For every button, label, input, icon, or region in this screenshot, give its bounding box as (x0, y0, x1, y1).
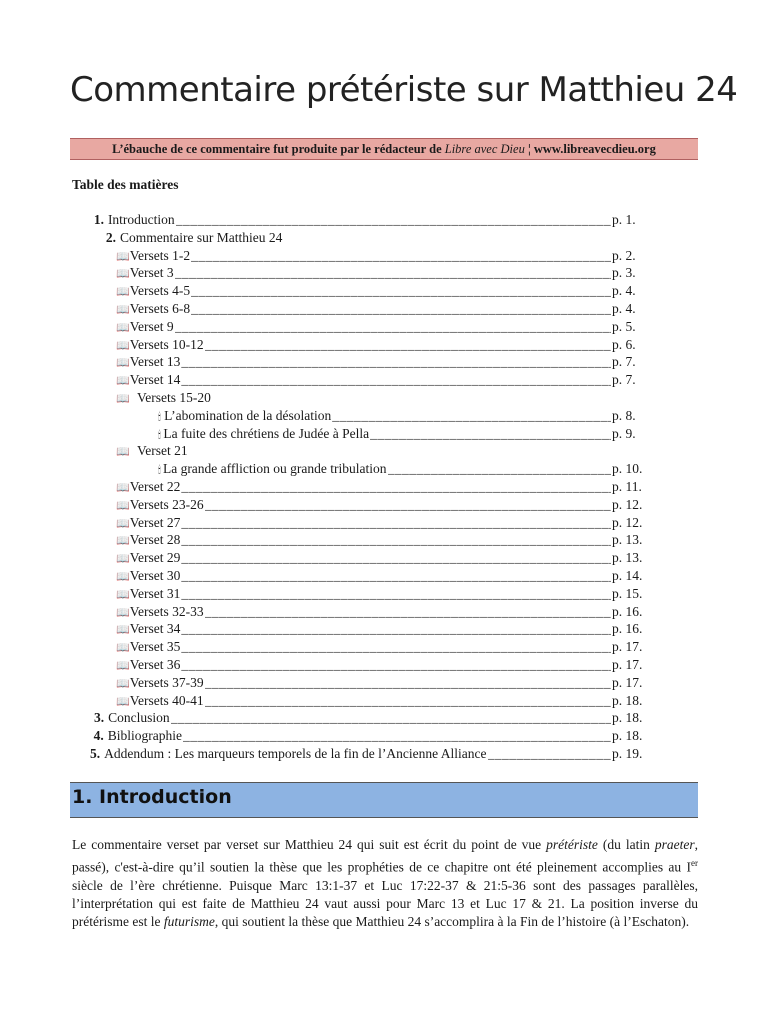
toc-entry-label: La fuite des chrétiens de Judée à Pella (163, 425, 370, 441)
emphasis-preteriste: prétériste (546, 837, 598, 852)
toc-entry-label: Verset 29 (129, 550, 181, 566)
toc-entry[interactable] (90, 514, 650, 532)
toc-entry-page: p. 4. (612, 300, 636, 316)
toc-entry-page: p. 10. (612, 461, 643, 477)
toc-leader (205, 692, 611, 710)
toc-entry-label: Verset 35 (129, 639, 181, 655)
toc-leader (181, 353, 611, 371)
toc-entry-label: Versets 37-39 (129, 674, 204, 690)
book-icon: 📖 (116, 676, 130, 690)
toc-leader (191, 300, 611, 318)
toc-entry[interactable] (90, 656, 650, 674)
book-icon: 📖 (116, 338, 130, 352)
document-title: Commentaire prétériste sur Matthieu 24 (70, 70, 738, 110)
toc-leader (183, 727, 611, 745)
toc-entry[interactable] (90, 353, 650, 371)
toc-entry-label: Commentaire sur Matthieu 24 (120, 229, 283, 245)
toc-entry-page: p. 16. (612, 603, 643, 619)
toc-entry[interactable] (90, 264, 650, 282)
book-icon: 📖 (116, 587, 130, 601)
toc-entry-label: Verset 9 (129, 318, 174, 334)
toc-entry-label: Verset 36 (129, 656, 181, 672)
toc-entry[interactable] (90, 425, 650, 443)
toc-leader (171, 709, 611, 727)
toc-leader (181, 638, 611, 656)
toc-entry-label: Verset 13 (129, 354, 181, 370)
toc-entry-label: Versets 1-2 (129, 247, 191, 263)
toc-leader (181, 567, 611, 585)
toc-entry-page: p. 17. (612, 639, 643, 655)
toc-entry[interactable] (90, 585, 650, 603)
toc-entry-label: L’abomination de la désolation (164, 407, 332, 423)
toc-entry-label: Addendum : Les marqueurs temporels de la fin de l’Ancienne Alliance (104, 745, 487, 761)
credit-separator: ¦ (524, 142, 534, 156)
toc-entry-page: p. 13. (612, 550, 643, 566)
book-icon: 📖 (116, 694, 130, 708)
toc-leader (175, 318, 611, 336)
toc-entry[interactable] (90, 531, 650, 549)
toc-entry-page: p. 5. (612, 318, 636, 334)
book-icon: 📖 (116, 552, 130, 566)
toc-entry-label: Verset 34 (129, 621, 181, 637)
text-run: , qui soutient la thèse que Matthieu 24 s’accomplira à la Fin de l’histoire (à l’Eschaton). (214, 913, 690, 929)
toc-entry-label: Bibliographie (107, 728, 182, 744)
toc-entry-page: p. 7. (612, 354, 636, 370)
book-icon: 📖 (116, 516, 130, 530)
book-icon: 📖 (116, 320, 130, 334)
toc-leader (181, 531, 611, 549)
site-url-link[interactable]: www.libreavecdieu.org (533, 142, 656, 156)
book-icon: 📖 (116, 356, 130, 370)
toc-entry[interactable] (90, 709, 650, 727)
toc-entry-page: p. 8. (612, 407, 636, 423)
toc-entry[interactable] (90, 549, 650, 567)
toc-leader (191, 282, 611, 300)
book-icon: 📖 (116, 445, 130, 459)
toc-entry-number: 4. (93, 728, 104, 744)
toc-entry-page: p. 17. (612, 656, 643, 672)
candle-icon: 🕯 (158, 429, 161, 441)
toc-leader (181, 514, 611, 532)
table-of-contents (90, 211, 650, 763)
toc-entry-label: Versets 6-8 (129, 300, 191, 316)
toc-entry-label: Introduction (107, 212, 175, 227)
book-icon: 📖 (116, 658, 130, 672)
toc-entry[interactable] (90, 460, 650, 478)
candle-icon: 🕯 (158, 411, 161, 423)
toc-entry[interactable] (90, 336, 650, 354)
toc-entry-label: Versets 32-33 (129, 603, 204, 619)
toc-entry-page: p. 4. (612, 283, 636, 299)
toc-entry-label: Versets 10-12 (129, 336, 204, 352)
toc-entry[interactable] (90, 478, 650, 496)
toc-heading: Table des matières (72, 177, 179, 192)
toc-leader (181, 656, 611, 674)
toc-entry-page: p. 15. (612, 585, 643, 601)
toc-entry-page: p. 18. (612, 692, 643, 708)
toc-entry[interactable] (90, 496, 650, 514)
toc-entry[interactable] (90, 674, 650, 692)
toc-entry-page: p. 11. (612, 478, 642, 494)
toc-leader (370, 425, 611, 443)
toc-entry-page: p. 12. (612, 514, 643, 530)
book-icon: 📖 (116, 480, 130, 494)
toc-entry[interactable] (90, 282, 650, 300)
toc-leader (181, 549, 611, 567)
toc-entry-page: p. 18. (612, 728, 643, 744)
toc-entry-label: Verset 31 (129, 585, 181, 601)
toc-entry-number: 1. (93, 212, 104, 227)
toc-leader (488, 745, 611, 763)
toc-entry-label: Verset 3 (129, 265, 174, 281)
toc-entry-page: p. 9. (612, 425, 636, 441)
book-icon: 📖 (116, 605, 130, 619)
toc-entry-number: 5. (90, 745, 101, 761)
toc-entry-page: p. 1. (612, 212, 636, 227)
toc-entry-page: p. 18. (612, 710, 643, 726)
text-run: , passé), c'est-à-dire qu’il soutien la thèse que les prophéties de ce chapitre ont été pleinement accomplies au I (72, 837, 698, 875)
toc-leader (205, 496, 611, 514)
toc-entry[interactable] (90, 620, 650, 638)
text-run: siècle de l’ère chrétienne. Puisque Marc 13:1-37 et Luc 17:22-37 & 21:5-36 sont des passages parallèles, l’interprétation qui est faite de Matthieu 24 vaut aussi pour Marc 13 et Luc 17 & 21. La position inverse du prétérisme est le (72, 877, 698, 929)
book-icon: 📖 (116, 569, 130, 583)
book-icon: 📖 (116, 302, 130, 316)
book-icon: 📖 (116, 249, 130, 263)
toc-leader (181, 371, 611, 389)
toc-entry-page: p. 19. (612, 745, 643, 761)
toc-entry[interactable] (90, 389, 650, 407)
toc-entry[interactable] (90, 407, 650, 425)
toc-entry-label: Verset 21 (137, 443, 188, 459)
toc-entry-page: p. 14. (612, 567, 643, 583)
toc-entry-label: Conclusion (108, 710, 170, 726)
toc-leader (332, 407, 611, 425)
toc-entry-page: p. 17. (612, 674, 643, 690)
toc-entry[interactable] (90, 567, 650, 585)
emphasis-praeter: praeter (654, 837, 695, 852)
toc-entry-page: p. 3. (612, 265, 636, 281)
text-run: (du latin (597, 837, 655, 852)
toc-leader (388, 460, 611, 478)
toc-leader (191, 247, 611, 265)
toc-entry-label: Verset 27 (129, 514, 181, 530)
credit-prefix: L’ébauche de ce commentaire fut produite par le rédacteur de (112, 142, 445, 156)
toc-leader (175, 264, 611, 282)
toc-entry-label: Versets 40-41 (129, 692, 204, 708)
toc-entry-page: p. 13. (612, 532, 643, 548)
book-icon: 📖 (116, 374, 130, 388)
toc-entry-label: Verset 22 (129, 478, 181, 494)
toc-entry-label: La grande affliction ou grande tribulation (162, 461, 387, 477)
toc-entry-number: 2. (105, 229, 116, 245)
book-icon: 📖 (116, 534, 130, 548)
section-header-introduction (70, 782, 698, 818)
toc-entry[interactable] (90, 300, 650, 318)
book-icon: 📖 (116, 498, 130, 512)
introduction-paragraph (72, 836, 698, 931)
toc-entry-number: 3. (93, 710, 105, 726)
emphasis-futurisme: futurisme (163, 913, 215, 929)
section-title: 1. Introduction (72, 786, 232, 808)
book-icon: 📖 (116, 641, 130, 655)
toc-leader (176, 211, 611, 229)
toc-entry-page: p. 7. (612, 372, 636, 388)
toc-entry[interactable] (90, 603, 650, 621)
toc-entry[interactable] (90, 229, 650, 247)
toc-leader (181, 620, 611, 638)
toc-entry-label: Verset 14 (129, 372, 181, 388)
toc-leader (181, 478, 611, 496)
toc-leader (205, 674, 611, 692)
superscript-er: er (691, 858, 698, 868)
toc-entry[interactable] (90, 442, 650, 460)
book-icon: 📖 (116, 391, 130, 405)
text-run: Le commentaire verset par verset sur Matthieu 24 qui suit est écrit du point de vue (72, 837, 547, 852)
toc-entry-label: Versets 23-26 (129, 496, 204, 512)
book-icon: 📖 (116, 623, 130, 637)
toc-entry-page: p. 12. (612, 496, 643, 512)
site-name: Libre avec Dieu (444, 142, 525, 156)
toc-entry-label: Versets 4-5 (129, 283, 191, 299)
toc-entry[interactable] (90, 318, 650, 336)
toc-entry-page: p. 6. (612, 336, 636, 352)
toc-entry-label: Versets 15-20 (137, 389, 211, 405)
toc-entry-page: p. 2. (612, 247, 636, 263)
book-icon: 📖 (116, 285, 130, 299)
toc-entry-label: Verset 30 (129, 567, 181, 583)
toc-entry[interactable] (90, 745, 650, 763)
credit-banner (70, 138, 698, 160)
toc-entry[interactable] (90, 692, 650, 710)
toc-entry[interactable] (90, 638, 650, 656)
toc-entry-page: p. 16. (612, 621, 643, 637)
toc-entry[interactable] (90, 247, 650, 265)
toc-entry[interactable] (90, 727, 650, 745)
book-icon: 📖 (116, 267, 130, 281)
candle-icon: 🕯 (158, 465, 161, 477)
toc-leader (181, 585, 611, 603)
toc-entry[interactable] (90, 371, 650, 389)
toc-entry-label: Verset 28 (129, 532, 181, 548)
toc-leader (205, 603, 611, 621)
toc-entry[interactable] (90, 211, 650, 229)
toc-leader (205, 336, 611, 354)
